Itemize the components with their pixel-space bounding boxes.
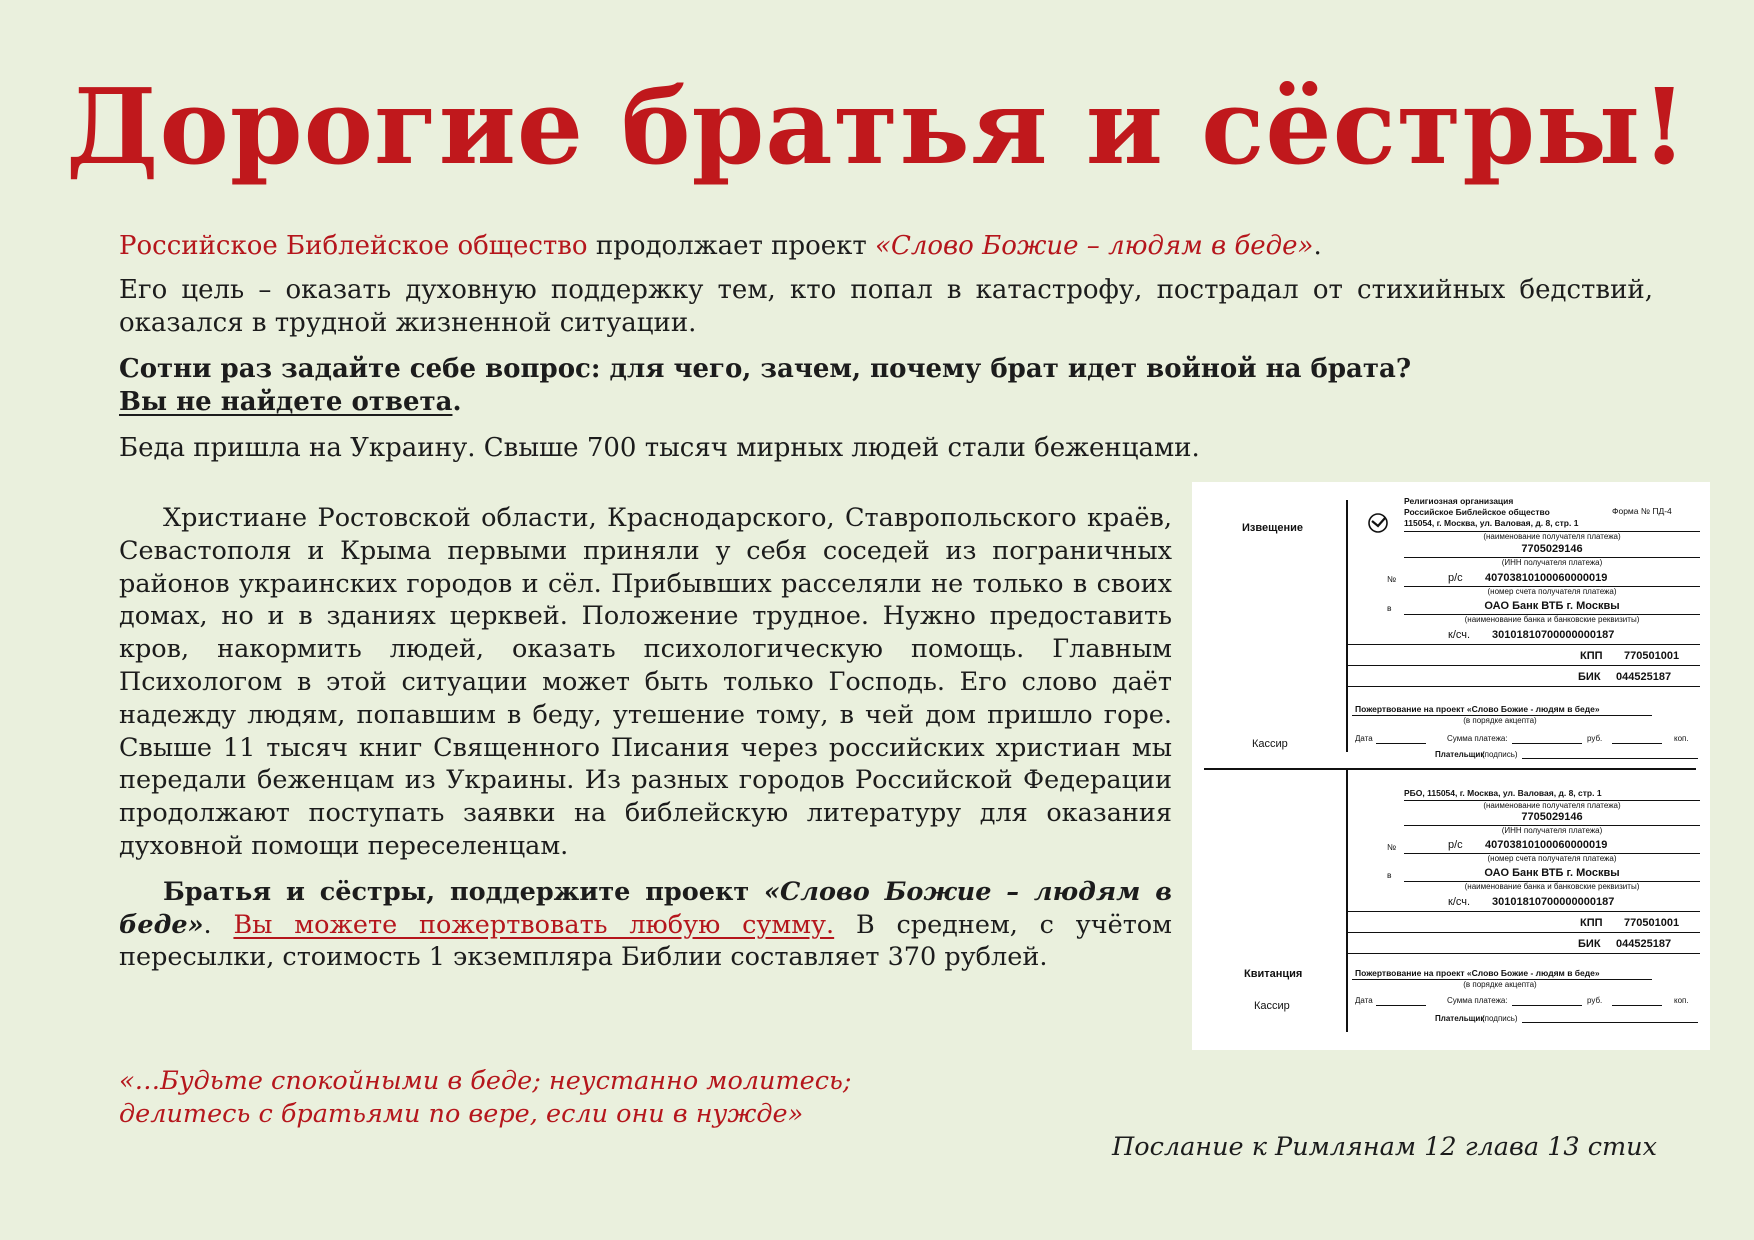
account-caption: (номер счета получателя платежа) (1487, 587, 1617, 596)
form-bik-2: 044525187 (1616, 938, 1672, 950)
corr-label-2: к/сч. (1448, 896, 1471, 908)
kpp-label-2: КПП (1580, 917, 1603, 929)
form-inn-2: 7705029146 (1521, 811, 1583, 823)
appeal-paragraph (119, 876, 1172, 974)
notice-label: Извещение (1242, 522, 1304, 534)
form-divider-top (1346, 500, 1348, 752)
payer-caption: (подпись) (1482, 750, 1518, 759)
form-corr-2: 30101810700000000187 (1492, 896, 1615, 908)
donate-link[interactable]: Вы можете пожертвовать любую сумму. (233, 909, 835, 940)
in-label-2: в (1387, 870, 1392, 880)
rub-label: руб. (1587, 734, 1603, 743)
account-label-2: р/с (1448, 839, 1463, 851)
org-type: Религиозная организация (1404, 496, 1514, 506)
page-title: Дорогие братья и сёстры! (66, 65, 1688, 188)
inn-caption-2: (ИНН получателя платежа) (1501, 826, 1603, 835)
date-label-2: Дата (1355, 996, 1373, 1005)
payer-label-2: Плательщик (1435, 1014, 1485, 1023)
form-bik: 044525187 (1616, 671, 1672, 683)
form-kpp: 770501001 (1624, 650, 1680, 662)
payment-receipt-form (1192, 482, 1710, 1050)
answer-text: Вы не найдете ответа (119, 387, 453, 417)
intro-end: . (1313, 231, 1322, 261)
date-label: Дата (1355, 734, 1373, 743)
short-recipient: РБО, 115054, г. Москва, ул. Валовая, д. 8, стр. 1 (1404, 788, 1602, 798)
main-column (119, 502, 1172, 974)
appeal-rest: В среднем, с учётом пересылки, стоимость 1 экземпляра Библии составляет 370 рублей. (119, 909, 1172, 973)
quote-source: Послание к Римлянам 12 глава 13 стих (1111, 1132, 1657, 1162)
sum-label-2: Сумма платежа: (1447, 996, 1508, 1005)
in-label: в (1387, 603, 1392, 613)
bank-caption-2: (наименование банка и банковские реквизиты) (1464, 882, 1640, 891)
account-caption-2: (номер счета получателя платежа) (1487, 854, 1617, 863)
intro-paragraph (119, 230, 1653, 263)
recipient-caption-2: (наименование получателя платежа) (1483, 801, 1621, 810)
form-divider-bottom (1346, 770, 1348, 1032)
kop-label: коп. (1674, 734, 1689, 743)
form-bank: ОАО Банк ВТБ г. Москвы (1484, 600, 1620, 612)
org-name: Российское Библейское общество (119, 231, 588, 261)
form-account: 40703810100060000019 (1485, 572, 1608, 584)
form-corr: 30101810700000000187 (1492, 629, 1615, 641)
receipt-label: Квитанция (1244, 968, 1303, 980)
refugees-paragraph: Беда пришла на Украину. Свыше 700 тысяч мирных людей стали беженцами. (119, 433, 1200, 463)
account-label: р/с (1448, 572, 1463, 584)
inn-caption: (ИНН получателя платежа) (1501, 558, 1603, 567)
recipient-caption: (наименование получателя платежа) (1483, 532, 1621, 541)
project-name: «Слово Божие – людям в беде» (875, 231, 1314, 261)
scripture-quote (119, 1065, 1019, 1131)
no-label: № (1387, 574, 1397, 584)
appeal-project: «Слово Божие – людям в беде» (119, 876, 1172, 940)
no-label-2: № (1387, 842, 1397, 852)
purpose-caption: (в порядке акцепта) (1463, 716, 1537, 725)
bik-label: БИК (1578, 671, 1601, 683)
intro-middle: продолжает проект (587, 231, 876, 261)
payer-label: Плательщик (1435, 750, 1485, 759)
body-paragraph: Христиане Ростовской области, Краснодарского, Ставропольского краёв, Севастополя и Крыма первыми приняли у себя соседей из пограничных районов украинских городов и сёл. Прибывших расселяли не только в своих домах, но и в зданиях церквей. Положение трудное. Нужно предоставить кров, накормить людей, оказать психологическую помощь. Главным Психологом в этой ситуации может быть только Господь. Его слово даёт надежду людям, попавшим в беду, утешение тому, в чей дом пришло горе. Свыше 11 тысяч книг Священного Писания через российских христиан мы передали беженцам из Украины. Из разных городов Российской Федерации продолжают поступать заявки на библейскую литературу для оказания духовной помощи переселенцам. (119, 503, 1172, 861)
question-text: Сотни раз задайте себе вопрос: для чего, зачем, почему брат идет войной на брата? (119, 354, 1412, 384)
payer-caption-2: (подпись) (1482, 1014, 1518, 1023)
form-purpose: Пожертвование на проект «Слово Божие - людям в беде» (1355, 704, 1600, 714)
form-inn: 7705029146 (1521, 543, 1583, 555)
question-paragraph (119, 353, 1653, 419)
rub-label-2: руб. (1587, 996, 1603, 1005)
bik-label-2: БИК (1578, 938, 1601, 950)
sberbank-logo-icon (1367, 512, 1389, 534)
cashier-label: Кассир (1252, 738, 1288, 750)
form-address: 115054, г. Москва, ул. Валовая, д. 8, стр. 1 (1404, 518, 1579, 528)
answer-end: . (452, 387, 462, 417)
form-org-name: Российское Библейское общество (1404, 507, 1550, 517)
sum-label: Сумма платежа: (1447, 734, 1508, 743)
form-number: Форма № ПД-4 (1612, 506, 1672, 516)
corr-label: к/сч. (1448, 629, 1471, 641)
kpp-label: КПП (1580, 650, 1603, 662)
form-horizontal-divider (1204, 768, 1696, 770)
form-bank-2: ОАО Банк ВТБ г. Москвы (1484, 867, 1620, 879)
cashier-label-2: Кассир (1254, 1000, 1290, 1012)
quote-line-1: «…Будьте спокойными в беде; неустанно молитесь; (119, 1066, 852, 1096)
purpose-caption-2: (в порядке акцепта) (1463, 980, 1537, 989)
appeal-lead: Братья и сёстры, поддержите проект (163, 876, 765, 907)
quote-line-2: делитесь с братьями по вере, если они в нужде» (119, 1099, 804, 1129)
bank-caption: (наименование банка и банковские реквизиты) (1464, 615, 1640, 624)
form-purpose-2: Пожертвование на проект «Слово Божие - людям в беде» (1355, 968, 1600, 978)
appeal-sep: . (203, 909, 234, 940)
form-account-2: 40703810100060000019 (1485, 839, 1608, 851)
form-kpp-2: 770501001 (1624, 917, 1680, 929)
goal-paragraph: Его цель – оказать духовную поддержку тем, кто попал в катастрофу, пострадал от стихийных бедствий, оказался в трудной жизненной ситуации. (119, 275, 1653, 338)
kop-label-2: коп. (1674, 996, 1689, 1005)
